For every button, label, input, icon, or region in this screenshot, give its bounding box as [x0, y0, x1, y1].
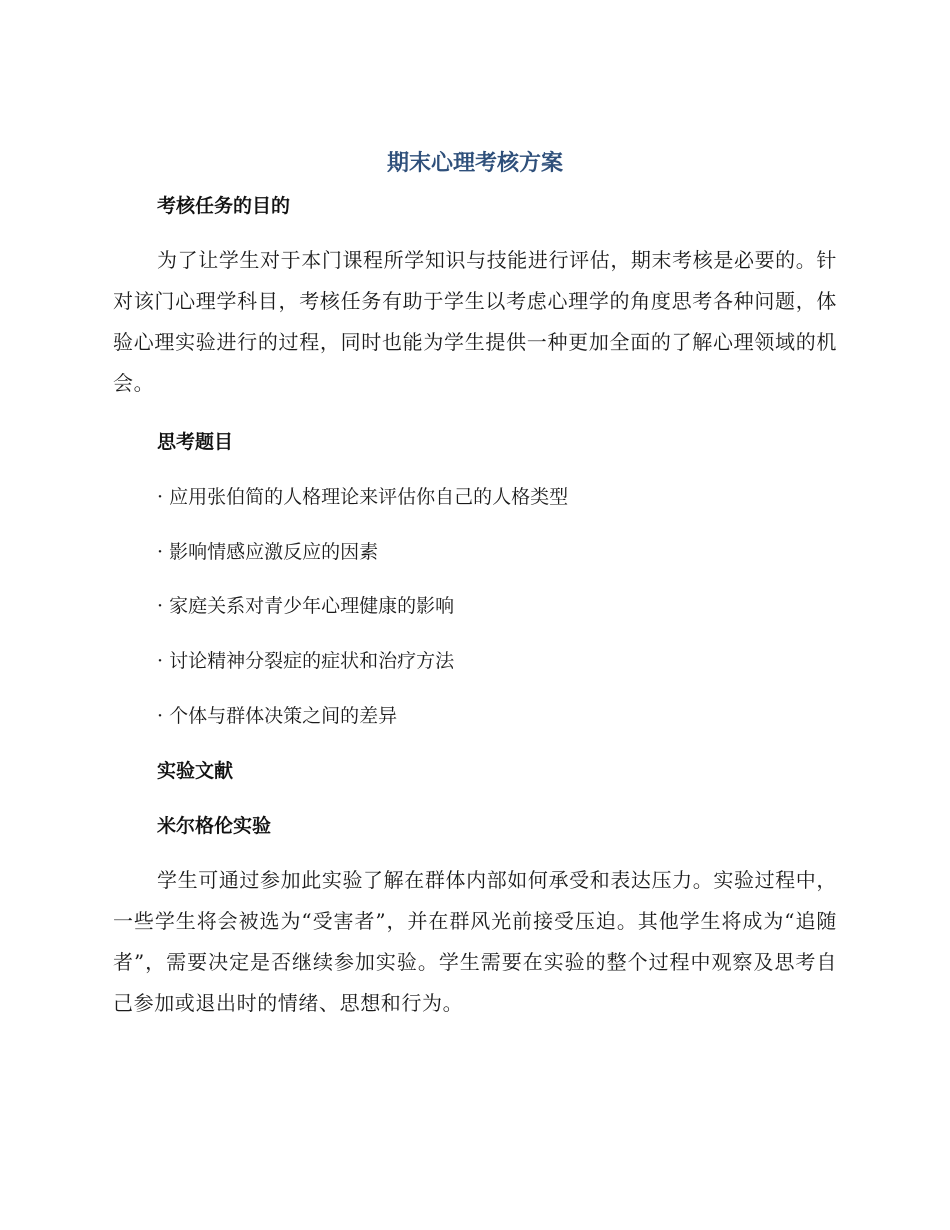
paragraph-milgram: 学生可通过参加此实验了解在群体内部如何承受和表达压力。实验过程中，一些学生将会被选为“受害者”，并在群风光前接受压迫。其他学生将成为“追随者”，需要决定是否继续参加实验。学生需要在实验的整个过程中观察及思考自己参加或退出时的情绪、思想和行为。 — [113, 868, 837, 1015]
list-item: · 影响情感应激反应的因素 — [157, 541, 379, 563]
section-heading-literature: 实验文献 — [157, 760, 234, 782]
subheading-milgram: 米尔格伦实验 — [157, 815, 272, 837]
list-item: · 家庭关系对青少年心理健康的影响 — [157, 595, 455, 617]
section-heading-purpose: 考核任务的目的 — [157, 195, 291, 217]
list-item: · 应用张伯简的人格理论来评估你自己的人格类型 — [157, 486, 569, 508]
list-item: · 讨论精神分裂症的症状和治疗方法 — [157, 650, 455, 672]
document-title: 期末心理考核方案 — [386, 151, 563, 176]
list-item: · 个体与群体决策之间的差异 — [157, 705, 398, 727]
paragraph-purpose: 为了让学生对于本门课程所学知识与技能进行评估，期末考核是必要的。针对该门心理学科目，考核任务有助于学生以考虑心理学的角度思考各种问题，体验心理实验进行的过程，同时也能为学生提供一种更加全面的了解心理领域的机会。 — [113, 248, 837, 395]
section-heading-questions: 思考题目 — [157, 431, 234, 453]
